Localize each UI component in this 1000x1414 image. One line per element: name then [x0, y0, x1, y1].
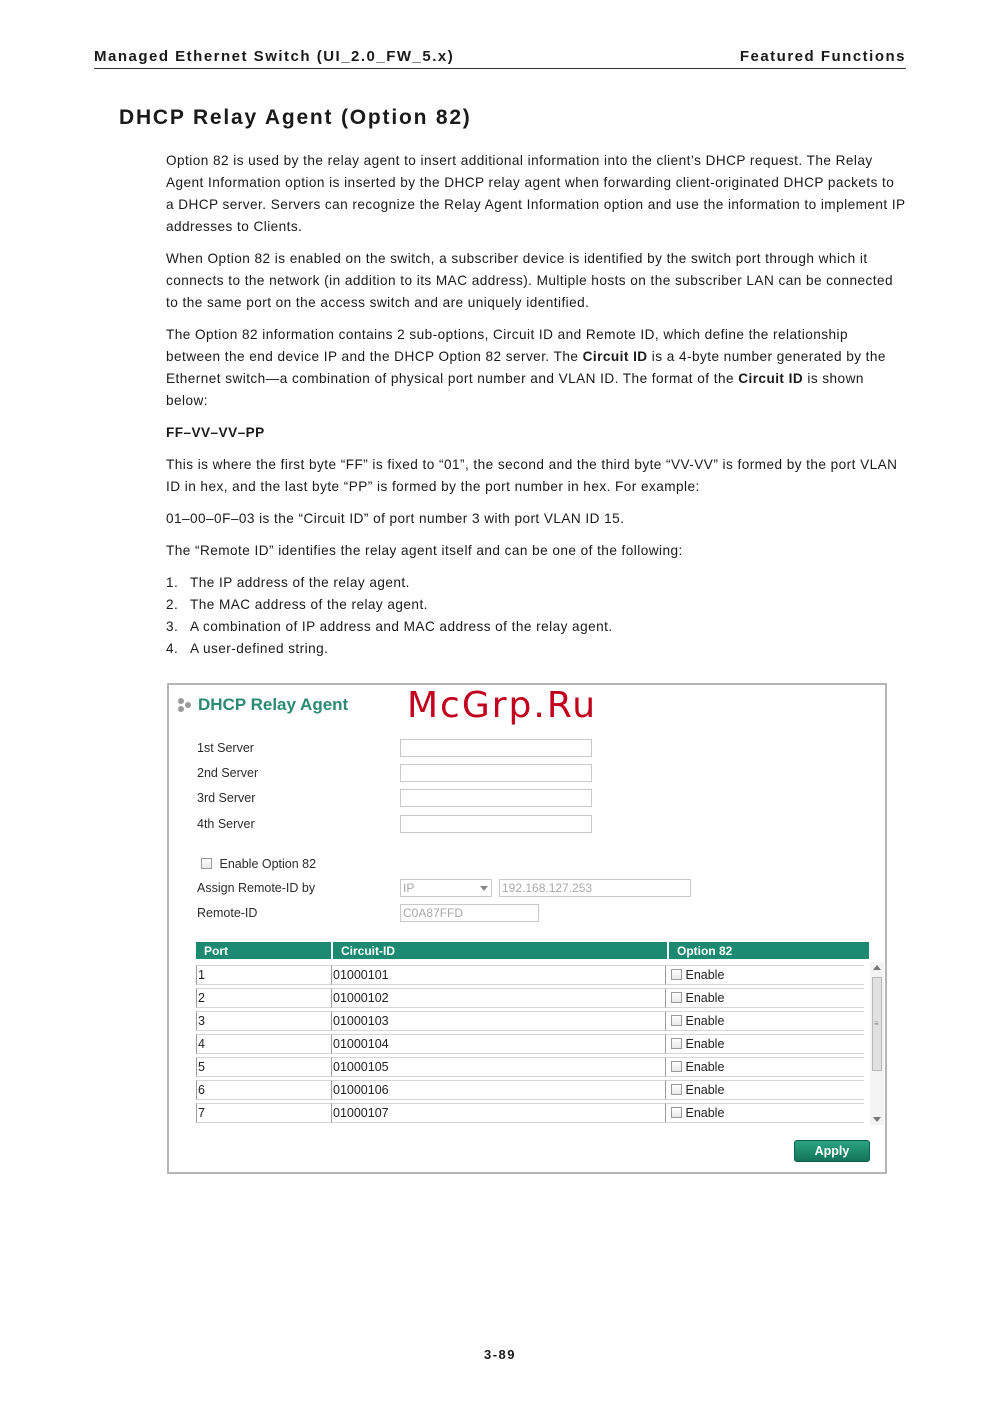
option82-cell: Enable — [665, 1011, 864, 1031]
circuit-id-format: FF–VV–VV–PP — [166, 425, 265, 440]
option82-checkbox[interactable] — [671, 992, 682, 1003]
apply-button[interactable]: Apply — [794, 1140, 870, 1162]
column-header-port: Port — [196, 942, 332, 959]
page-number: 3-89 — [483, 1347, 517, 1362]
chevron-down-icon — [480, 886, 488, 891]
bullet-dots-icon — [178, 696, 194, 714]
enable-option82-label: Enable Option 82 — [219, 857, 317, 871]
option82-cell: Enable — [665, 1034, 864, 1054]
remote-id-options-list — [166, 572, 906, 660]
option82-cell: Enable — [665, 1057, 864, 1077]
panel-title-row — [178, 695, 348, 715]
table-scrollbar[interactable] — [870, 962, 884, 1125]
port-cell: 5 — [196, 1057, 331, 1077]
column-header-option82: Option 82 — [668, 942, 869, 959]
server-2-label: 2nd Server — [197, 766, 259, 780]
paragraph: When Option 82 is enabled on the switch, a subscriber device is identified by the switch port through which it connects to the network (in addition to its MAC address). Multiple hosts on the subscriber LAN can be connected to the same port on the access switch and are uniquely identified. — [166, 251, 893, 310]
list-item: 1. The IP address of the relay agent. — [166, 575, 410, 590]
scroll-down-icon[interactable] — [873, 1117, 881, 1122]
assign-remote-id-value-input[interactable]: 192.168.127.253 — [499, 879, 691, 897]
table-row — [196, 1034, 866, 1057]
header-doc-title: Managed Ethernet Switch (UI_2.0_FW_5.x) — [94, 48, 455, 65]
circuit-id-cell: 01000103 — [331, 1011, 665, 1031]
dhcp-relay-agent-screenshot — [167, 683, 887, 1174]
circuit-id-cell: 01000107 — [331, 1103, 665, 1123]
option82-cell: Enable — [665, 1080, 864, 1100]
assign-remote-id-label: Assign Remote-ID by — [197, 881, 316, 895]
circuit-id-cell: 01000105 — [331, 1057, 665, 1077]
option82-checkbox[interactable] — [671, 1084, 682, 1095]
table-row — [196, 1057, 866, 1080]
port-cell: 6 — [196, 1080, 331, 1100]
option82-cell: Enable — [665, 1103, 864, 1123]
remote-id-label: Remote-ID — [197, 906, 258, 920]
port-cell: 3 — [196, 1011, 331, 1031]
server-2-input[interactable] — [400, 764, 592, 782]
grip-icon: ≡ — [874, 1019, 879, 1028]
option82-checkbox[interactable] — [671, 1061, 682, 1072]
server-4-label: 4th Server — [197, 817, 255, 831]
circuit-id-cell: 01000101 — [331, 965, 665, 985]
option82-cell: Enable — [665, 965, 864, 985]
watermark: McGrp.Ru — [407, 685, 598, 726]
table-row — [196, 1011, 866, 1034]
server-1-input[interactable] — [400, 739, 592, 757]
port-cell: 2 — [196, 988, 331, 1008]
enable-option82-row — [201, 857, 316, 871]
server-1-label: 1st Server — [197, 741, 254, 755]
header-chapter: Featured Functions — [739, 48, 906, 65]
port-cell: 1 — [196, 965, 331, 985]
list-item: 4. A user-defined string. — [166, 641, 329, 656]
table-row — [196, 988, 866, 1011]
section-title: DHCP Relay Agent (Option 82) — [119, 106, 472, 129]
list-item: 3. A combination of IP address and MAC address of the relay agent. — [166, 619, 613, 634]
server-4-input[interactable] — [400, 815, 592, 833]
circuit-id-cell: 01000106 — [331, 1080, 665, 1100]
server-3-label: 3rd Server — [197, 791, 256, 805]
paragraph: This is where the first byte “FF” is fixed to “01”, the second and the third byte “VV-VV” is formed by the port VLAN ID in hex, and the last byte “PP” is formed by the port number in hex. For example: — [166, 457, 898, 494]
port-table-body — [196, 965, 866, 1126]
term-circuit-id: Circuit ID — [582, 349, 648, 364]
option82-checkbox[interactable] — [671, 1107, 682, 1118]
option82-cell: Enable — [665, 988, 864, 1008]
option82-checkbox[interactable] — [671, 969, 682, 980]
list-item: 2. The MAC address of the relay agent. — [166, 597, 428, 612]
paragraph: The Option 82 information contains 2 sub-options, Circuit ID and Remote ID, which define the relationship between the end device IP and the DHCP Option 82 server. The Circuit ID is a 4-byte number generated by the Ethernet switch—a combination of physical port number and VLAN ID. The format of the Circuit ID is shown below: — [166, 327, 886, 408]
panel-title: DHCP Relay Agent — [198, 695, 349, 714]
table-row — [196, 1080, 866, 1103]
port-cell: 7 — [196, 1103, 331, 1123]
paragraph: Option 82 is used by the relay agent to insert additional information into the client’s DHCP request. The Relay Agent Information option is inserted by the DHCP relay agent when forwarding client-originated DHCP packets to a DHCP server. Servers can recognize the Relay Agent Information option and use the information to implement IP addresses to Clients. — [166, 153, 906, 234]
table-row — [196, 965, 866, 988]
option82-checkbox[interactable] — [671, 1038, 682, 1049]
remote-id-input[interactable]: C0A87FFD — [400, 904, 539, 922]
assign-remote-id-select[interactable]: IP — [400, 879, 492, 897]
circuit-id-cell: 01000102 — [331, 988, 665, 1008]
paragraph: The “Remote ID” identifies the relay agent itself and can be one of the following: — [166, 543, 683, 558]
paragraph: 01–00–0F–03 is the “Circuit ID” of port number 3 with port VLAN ID 15. — [166, 511, 625, 526]
port-cell: 4 — [196, 1034, 331, 1054]
server-3-input[interactable] — [400, 789, 592, 807]
option82-checkbox[interactable] — [671, 1015, 682, 1026]
page-header — [94, 48, 906, 69]
circuit-id-cell: 01000104 — [331, 1034, 665, 1054]
term-circuit-id: Circuit ID — [738, 371, 804, 386]
table-row — [196, 1103, 866, 1126]
scroll-up-icon[interactable] — [873, 965, 881, 970]
body-text — [166, 150, 906, 660]
port-table-header — [196, 942, 869, 959]
enable-option82-checkbox[interactable] — [201, 858, 212, 869]
column-header-circuit-id: Circuit-ID — [332, 942, 668, 959]
